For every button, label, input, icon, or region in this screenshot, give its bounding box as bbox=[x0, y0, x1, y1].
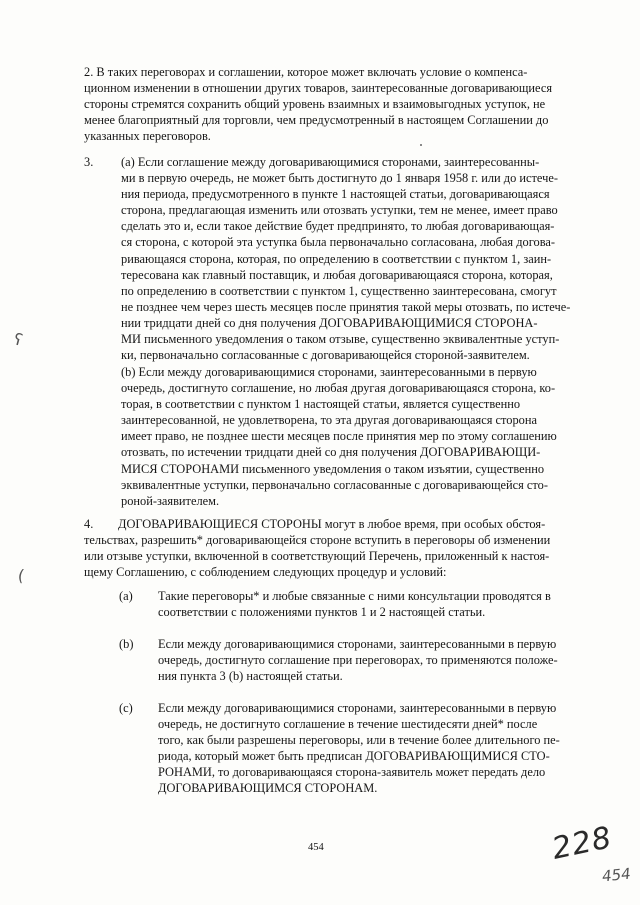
paragraph-3a-line: сторона, предлагающая изменить или отозвать уступки, тем не менее, имеет право bbox=[121, 203, 558, 218]
item-c-line: РОНАМИ, то договаривающаяся сторона-заявитель может передать дело bbox=[158, 765, 546, 780]
item-b-line: очередь, достигнуто соглашение при переговорах, то применяются положе- bbox=[158, 653, 558, 668]
paragraph-3a bbox=[121, 154, 584, 363]
paragraph-3a-line: не позднее чем через шесть месяцев после принятия такой меры отозвать, по истече- bbox=[121, 299, 571, 314]
paragraph-3-number: 3. bbox=[84, 155, 94, 169]
item-a-line: Такие переговоры* и любые связанные с ними консультации проводятся в bbox=[158, 589, 551, 603]
item-b-label: (b) bbox=[119, 637, 134, 651]
paragraph-3b-line: очередь, достигнуто соглашение, но любая другая договаривающаяся сторона, ко- bbox=[121, 381, 556, 396]
item-c-line: ДОГОВАРИВАЮЩИМСЯ СТОРОНАМ. bbox=[158, 781, 378, 796]
paragraph-2-line: ционном изменении в отношении других товаров, заинтересованные договаривающиеся bbox=[84, 81, 553, 96]
margin-mark-icon: ( bbox=[16, 565, 26, 586]
paragraph-3b bbox=[121, 364, 584, 509]
item-c-line: очередь, не достигнуто соглашение в течение шестидесяти дней* после bbox=[158, 717, 538, 732]
paragraph-4-line: или отзыве уступки, включенной в соответствующий Перечень, приложенный к настоя- bbox=[84, 549, 550, 564]
paragraph-4-line: щему Соглашению, с соблюдением следующих процедур и условий: bbox=[84, 565, 447, 580]
paragraph-4-line: тельствах, разрешить* договаривающейся стороне вступить в переговоры об изменении bbox=[84, 533, 551, 548]
item-c-label: (c) bbox=[119, 701, 133, 715]
handwritten-small-number: 454 bbox=[601, 864, 632, 886]
paragraph-2 bbox=[84, 64, 584, 144]
paragraph-3a-line: (a) Если соглашение между договаривающимися сторонами, заинтересованны- bbox=[121, 155, 540, 169]
paragraph-3a-line: по определению в соответствии с пунктом 1, существенно заинтересована, смогут bbox=[121, 283, 557, 298]
paragraph-3b-line: торая, в соответствии с пунктом 1 настоящей статьи, является существенно bbox=[121, 397, 521, 412]
item-b-line: ния пункта 3 (b) настоящей статьи. bbox=[158, 669, 343, 684]
paragraph-3a-line: МИ письменного уведомления о таком отзыве, существенно эквивалентные уступ- bbox=[121, 332, 560, 347]
item-a-line: соответствии с положениями пунктов 1 и 2 настоящей статьи. bbox=[158, 605, 486, 620]
paragraph-3a-line: ся сторона, с которой эта уступка была первоначально согласована, любая догова- bbox=[121, 235, 556, 250]
paragraph-2-line: менее благоприятный для торговли, чем предусмотренный в настоящем Соглашении до bbox=[84, 113, 549, 128]
item-c-line: того, как были разрешены переговоры, или в течение более длительного пе- bbox=[158, 733, 560, 748]
paragraph-4-number: 4. bbox=[84, 517, 94, 531]
paragraph-3b-line: заинтересованной, не удовлетворена, то эта другая договаривающаяся сторона bbox=[121, 413, 538, 428]
paragraph-3b-line: отозвать, по истечении тридцати дней со дня получения ДОГОВАРИВАЮЩИ- bbox=[121, 445, 541, 460]
paragraph-2-line: стороны стремятся сохранить общий уровень взаимных и взаимовыгодных уступок, не bbox=[84, 97, 546, 112]
margin-mark-icon: ʕ bbox=[11, 329, 25, 350]
paragraph-3a-line: ки, первоначально согласованные с договаривающейся стороной-заявителем. bbox=[121, 348, 530, 363]
item-c-text bbox=[158, 700, 584, 797]
paragraph-2-line: 2. В таких переговорах и соглашении, которое может включать условие о компенса- bbox=[84, 65, 528, 79]
item-b-text bbox=[158, 636, 584, 684]
paragraph-3a-line: ния периода, предусмотренного в пункте 1 настоящей статьи, договаривающаяся bbox=[121, 187, 550, 202]
item-b-line: Если между договаривающимися сторонами, заинтересованными в первую bbox=[158, 637, 557, 651]
item-c-line: Если между договаривающимися сторонами, заинтересованными в первую bbox=[158, 701, 557, 715]
paragraph-2-line: указанных переговоров. bbox=[84, 129, 211, 144]
paragraph-3b-line: МИСЯ СТОРОНАМИ письменного уведомления о таком изъятии, существенно bbox=[121, 461, 545, 476]
item-a-label: (a) bbox=[119, 589, 133, 603]
paragraph-3b-line: эквивалентные уступки, первоначально согласованные с договаривающейся сто- bbox=[121, 477, 548, 492]
paragraph-3b-line: имеет право, не позднее шести месяцев после принятия мер по этому соглашению bbox=[121, 429, 557, 444]
paragraph-3b-line: (b) Если между договаривающимися сторонами, заинтересованными в первую bbox=[121, 365, 537, 379]
paragraph-3a-line: ми в первую очередь, не может быть достигнуто до 1 января 1958 г. или до истече- bbox=[121, 171, 558, 186]
paragraph-4 bbox=[84, 516, 584, 580]
paragraph-3a-line: сделать это и, если такое действие будет предпринято, то любая договаривающая- bbox=[121, 219, 555, 234]
paragraph-3a-line: тересована как главный поставщик, и любая договаривающаяся сторона, которая, bbox=[121, 267, 553, 282]
item-c-line: риода, который может быть предписан ДОГОВАРИВАЮЩИМИСЯ СТО- bbox=[158, 749, 550, 764]
page-number: 454 bbox=[308, 842, 324, 853]
paragraph-3a-line: ривающаяся сторона, которая, по определению в соответствии с пунктом 1, заин- bbox=[121, 251, 552, 266]
paragraph-3a-line: нии тридцати дней со дня получения ДОГОВАРИВАЮЩИМИСЯ СТОРОНА- bbox=[121, 315, 538, 330]
paragraph-4-line: ДОГОВАРИВАЮЩИЕСЯ СТОРОНЫ могут в любое время, при особых обстоя- bbox=[118, 517, 546, 531]
paragraph-3b-line: роной-заявителем. bbox=[121, 493, 220, 508]
handwritten-page-number: 228 bbox=[549, 820, 616, 867]
item-a-text bbox=[158, 588, 584, 620]
scan-dot bbox=[420, 144, 422, 146]
